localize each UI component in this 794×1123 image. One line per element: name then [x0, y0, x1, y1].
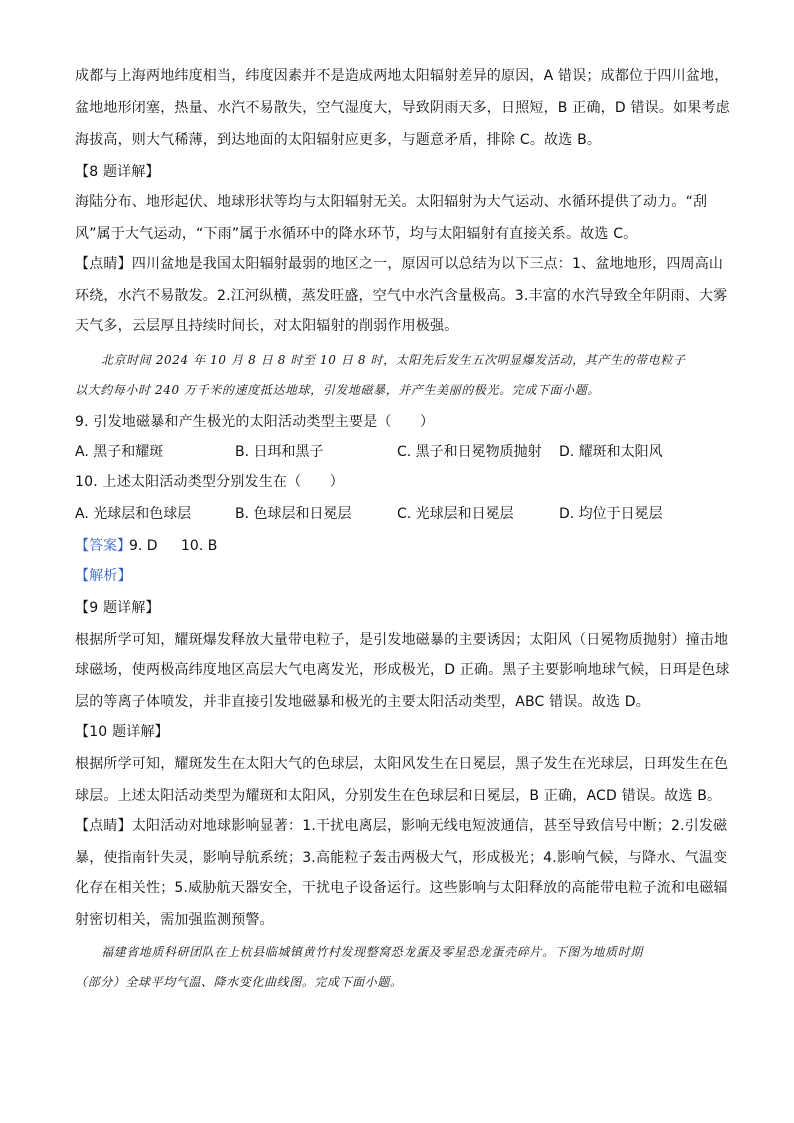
q9-body-line-3: 层的等离子体喷发，并非直接引发地磁暴和极光的主要太阳活动类型，ABC 错误。故选 D。	[75, 694, 650, 710]
stem1-line-2: 以大约每小时 240 万千米的速度抵达地球，引发地磁暴，并产生美丽的极光。完成下面小题。	[75, 383, 600, 397]
q10-option-a: A. 光球层和色球层	[75, 506, 192, 522]
stem2-line-1: 福建省地质科研团队在上杭县临城镇黄竹村发现整窝恐龙蛋及零星恐龙蛋壳碎片。下图为地质时期	[101, 945, 643, 959]
q9-option-a: A. 黑子和耀斑	[75, 444, 164, 460]
answer-9: 9. D	[129, 538, 158, 554]
q9-heading: 【9 题详解】	[75, 600, 160, 616]
q8-heading: 【8 题详解】	[75, 164, 160, 180]
tip2-label: 【点睛】	[75, 818, 132, 834]
q10-question: 10. 上述太阳活动类型分别发生在（ ）	[75, 474, 344, 490]
q10-option-c: C. 光球层和日冕层	[397, 506, 514, 522]
tip1-line-3: 天气多，云层厚且持续时间长，对太阳辐射的削弱作用极强。	[75, 318, 459, 334]
q9-body-line-1: 根据所学可知，耀斑爆发释放大量带电粒子，是引发地磁暴的主要诱因；太阳风（日冕物质抛射）撞击地	[75, 632, 729, 648]
tip1-line-2: 环绕，水汽不易散发。2.江河纵横，蒸发旺盛，空气中水汽含量极高。3.丰富的水汽导致全年阴雨、大雾	[75, 288, 728, 304]
q9-options	[75, 442, 720, 462]
q9-option-c: C. 黑子和日冕物质抛射	[397, 444, 542, 460]
q10-heading: 【10 题详解】	[75, 724, 169, 740]
q9-option-d: D. 耀斑和太阳风	[559, 444, 663, 460]
tip2-line-1	[75, 816, 727, 836]
q10-option-d: D. 均位于日冕层	[559, 506, 663, 522]
q10-option-b: B. 色球层和日冕层	[235, 506, 352, 522]
tip2-line-4: 射密切相关，需加强监测预警。	[75, 912, 274, 928]
stem2-line-2: （部分）全球平均气温、降水变化曲线图。完成下面小题。	[75, 975, 403, 989]
q10-body-line-2: 球层。上述太阳活动类型为耀斑和太阳风，分别发生在色球层和日冕层，B 正确，ACD 错误。故选 B。	[75, 788, 722, 804]
tip2-body-1: 太阳活动对地球影响显著：1.干扰电离层，影响无线电短波通信，甚至导致信号中断；2.引发磁	[131, 818, 728, 834]
stem1-line-1: 北京时间 2024 年 10 月 8 日 8 时至 10 日 8 时，太阳先后发生五次明显爆发活动，其产生的带电粒子	[101, 353, 686, 367]
q9-option-b: B. 日珥和黑子	[235, 444, 324, 460]
q7-analysis-line-1: 成都与上海两地纬度相当，纬度因素并不是造成两地太阳辐射差异的原因，A 错误；成都位于四川盆地，	[75, 68, 729, 84]
tip2-line-3: 化存在相关性；5.威胁航天器安全，干扰电子设备运行。这些影响与太阳释放的高能带电粒子流和电磁辐	[75, 880, 728, 896]
tip1-label: 【点睛】	[75, 256, 132, 272]
q7-analysis-line-3: 海拔高，则大气稀薄，到达地面的太阳辐射应更多，与题意矛盾，排除 C。故选 B。	[75, 132, 602, 148]
answer-10: 10. B	[181, 538, 218, 554]
q9-question: 9. 引发地磁暴和产生极光的太阳活动类型主要是（ ）	[75, 414, 435, 430]
q8-body-line-2: 风”属于大气运动，“下雨”属于水循环中的降水环节，均与太阳辐射有直接关系。故选 C。	[75, 226, 638, 242]
tip2-line-2: 暴，使指南针失灵，影响导航系统；3.高能粒子轰击两极大气，形成极光；4.影响气候，与降水、气温变	[75, 850, 728, 866]
tip1-body-1: 四川盆地是我国太阳辐射最弱的地区之一，原因可以总结为以下三点：1、盆地地形，四周高山	[131, 256, 724, 272]
analysis-label: 【解析】	[75, 568, 132, 584]
q10-body-line-1: 根据所学可知，耀斑发生在太阳大气的色球层，太阳风发生在日冕层，黑子发生在光球层，日珥发生在色	[75, 756, 729, 772]
answer-label: 【答案】	[75, 538, 131, 554]
answer-row	[75, 536, 720, 556]
q8-body-line-1: 海陆分布、地形起伏、地球形状等均与太阳辐射无关。太阳辐射为大气运动、水循环提供了动力。“刮	[75, 194, 708, 210]
q7-analysis-line-2: 盆地地形闭塞，热量、水汽不易散失，空气湿度大，导致阴雨天多，日照短，B 正确，D 错误。如果考虑	[75, 100, 730, 116]
tip1-line-1	[75, 254, 723, 274]
q9-body-line-2: 球磁场，使两极高纬度地区高层大气电离发光，形成极光，D 正确。黑子主要影响地球气候，日珥是色球	[75, 662, 730, 678]
q10-options	[75, 504, 720, 524]
